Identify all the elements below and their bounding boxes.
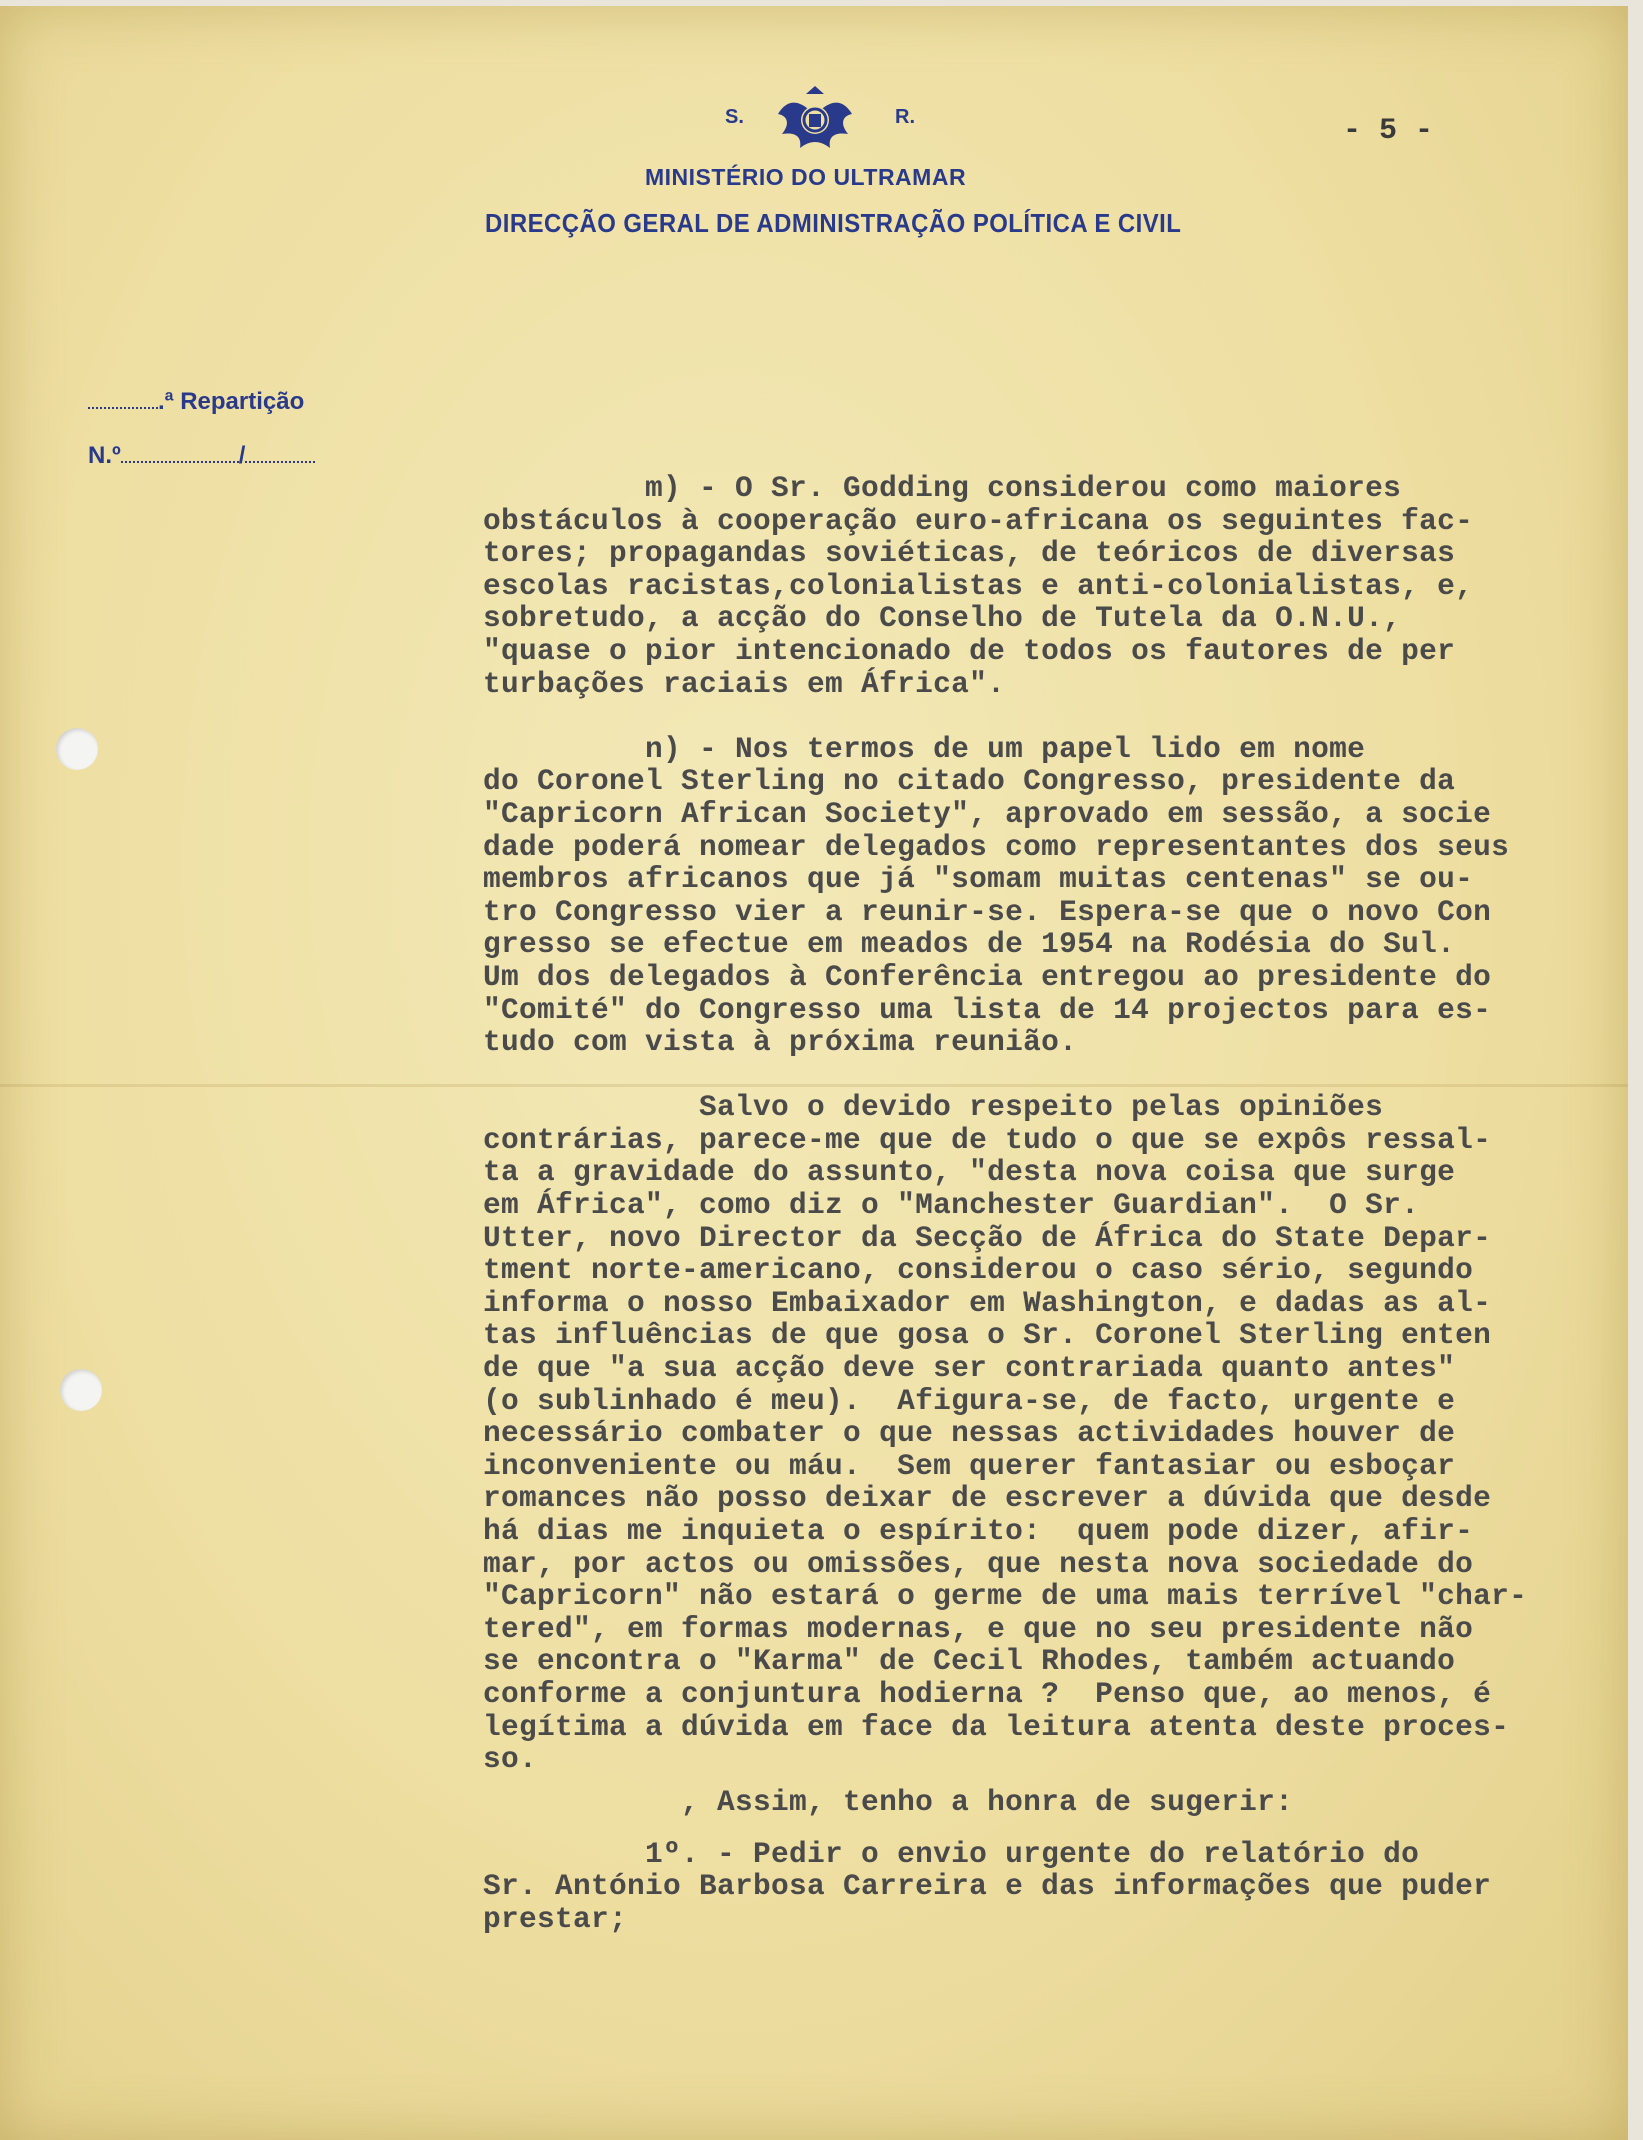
text-line: Salvo o devido respeito pelas opiniões (483, 1090, 1384, 1125)
paragraph (483, 1091, 1623, 1775)
text-line: tro Congresso vier a reunir-se. Espera-se que o novo Con (483, 894, 1492, 929)
text-line: legítima a dúvida em face da leitura atenta deste proces- (483, 1709, 1510, 1744)
directorate-name: DIRECÇÃO GERAL DE ADMINISTRAÇÃO POLÍTICA E CIVIL (485, 208, 1182, 238)
text-line: de que "a sua acção deve ser contrariada quanto antes" (483, 1351, 1456, 1386)
text-line: do Coronel Sterling no citado Congresso, presidente da (483, 764, 1456, 799)
text-line: n) - Nos termos de um papel lido em nome (483, 731, 1366, 766)
text-line: se encontra o "Karma" de Cecil Rhodes, também actuando (483, 1644, 1456, 1679)
typed-body (483, 472, 1623, 1935)
text-line: dade poderá nomear delegados como representantes dos seus (483, 829, 1510, 864)
text-line: tas influências de que gosa o Sr. Coronel Sterling enten (483, 1318, 1492, 1353)
text-line: "Capricorn African Society", aprovado em sessão, a socie (483, 796, 1492, 831)
text-line: informa o nosso Embaixador em Washington, e dadas as al- (483, 1285, 1492, 1320)
text-line: há dias me inquieta o espírito: quem pode dizer, afir- (483, 1514, 1474, 1548)
sr-left-letter: S. (725, 106, 744, 128)
paragraph (483, 472, 1623, 700)
paragraph (483, 1786, 1623, 1819)
text-line: "Capricorn" não estará o germe de uma mais terrível "char- (483, 1579, 1528, 1614)
text-line: mar, por actos ou omissões, que nesta nova sociedade do (483, 1546, 1474, 1581)
text-line: gresso se efectue em meados de 1954 na Rodésia do Sul. (483, 927, 1456, 962)
text-line: Utter, novo Director da Secção de África do State Depar- (483, 1220, 1492, 1255)
text-line: "Comité" do Congresso uma lista de 14 projectos para es- (483, 992, 1492, 1027)
text-line: Sr. António Barbosa Carreira e das informações que puder (483, 1869, 1492, 1904)
text-line: Um dos delegados à Conferência entregou ao presidente do (483, 959, 1492, 994)
text-line: tudo com vista à próxima reunião. (483, 1025, 1078, 1060)
punch-hole (56, 728, 98, 770)
numero-blank (121, 461, 239, 463)
text-line: contrárias, parece-me que de tudo o que se expôs ressal- (483, 1122, 1492, 1157)
text-line: tores; propagandas soviéticas, de teóricos de diversas (483, 536, 1456, 571)
text-line: prestar; (483, 1901, 628, 1936)
text-line: membros africanos que já "somam muitas centenas" se ou- (483, 862, 1474, 897)
punch-hole (60, 1369, 102, 1411)
text-line: necessário combater o que nessas actividades houver de (483, 1416, 1456, 1451)
text-line: romances não posso deixar de escrever a dúvida que desde (483, 1481, 1492, 1516)
text-line: turbações raciais em África". (483, 666, 1006, 701)
text-line: conforme a conjuntura hodierna ? Penso que, ao menos, é (483, 1676, 1492, 1711)
text-line: so. (483, 1742, 538, 1777)
text-line: inconveniente ou máu. Sem querer fantasiar ou esboçar (483, 1448, 1456, 1483)
text-line: , Assim, tenho a honra de sugerir: (483, 1784, 1294, 1819)
reparticao-label: .ª Repartição (158, 388, 305, 415)
text-line: em África", como diz o "Manchester Guardian". O Sr. (483, 1188, 1420, 1223)
numero-separator: / (238, 442, 246, 469)
text-line: (o sublinhado é meu). Afigura-se, de facto, urgente e (483, 1383, 1456, 1418)
text-line: tered", em formas modernas, e que no seu presidente não (483, 1611, 1474, 1646)
reparticao-blank (88, 407, 158, 409)
text-line: obstáculos à cooperação euro-africana os seguintes fac- (483, 503, 1474, 538)
document-page (0, 6, 1628, 2140)
reparticao-field (88, 388, 304, 416)
sr-right-letter: R. (895, 106, 915, 128)
coat-of-arms-icon (770, 84, 860, 156)
text-line: ta a gravidade do assunto, "desta nova coisa que surge (483, 1155, 1456, 1190)
text-line: m) - O Sr. Godding considerou como maiores (483, 471, 1402, 505)
text-line: tment norte-americano, considerou o caso sério, segundo (483, 1253, 1474, 1288)
paragraph (483, 733, 1623, 1059)
text-line: "quase o pior intencionado de todos os fautores de per (483, 633, 1456, 668)
text-line: 1º. - Pedir o envio urgente do relatório do (483, 1836, 1420, 1871)
text-line: sobretudo, a acção do Conselho de Tutela da O.N.U., (483, 601, 1402, 636)
numero-field (88, 442, 315, 470)
numero-year-blank (245, 461, 315, 463)
numero-label: N.º (88, 442, 121, 469)
paragraph (483, 1838, 1623, 1936)
seal-row (725, 84, 925, 154)
page-number: - 5 - (1343, 114, 1434, 148)
text-line: escolas racistas,colonialistas e anti-colonialistas, e, (483, 568, 1474, 603)
ministry-name: MINISTÉRIO DO ULTRAMAR (645, 164, 967, 190)
